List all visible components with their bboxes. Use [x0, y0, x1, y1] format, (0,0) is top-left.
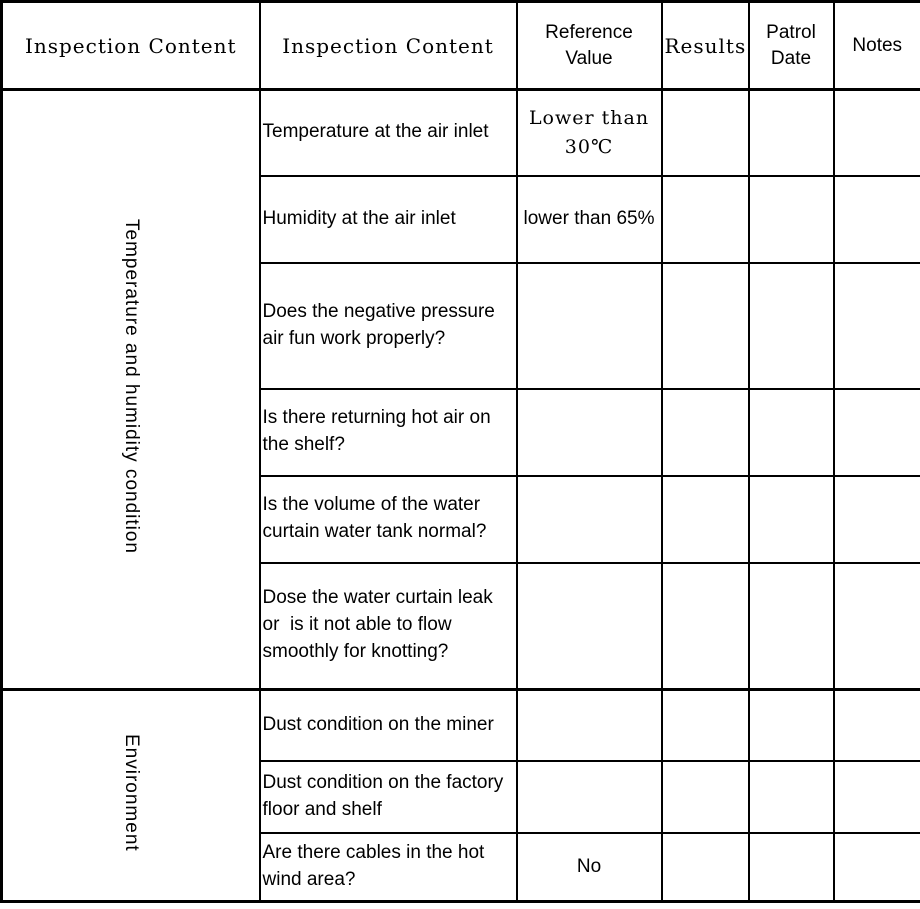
notes-cell	[834, 176, 920, 263]
item-cell: Dose the water curtain leak or is it not able to flow smoothly for knotting?	[260, 563, 517, 690]
item-cell: Are there cables in the hot wind area?	[260, 833, 517, 902]
reference-cell	[517, 563, 662, 690]
header-inspection-content-category: Inspection Content	[2, 2, 260, 90]
patrol-date-cell	[749, 563, 834, 690]
reference-cell	[517, 263, 662, 389]
patrol-date-cell	[749, 176, 834, 263]
header-notes: Notes	[834, 2, 920, 90]
patrol-date-cell	[749, 263, 834, 389]
item-cell: Dust condition on the miner	[260, 690, 517, 761]
item-cell: Temperature at the air inlet	[260, 90, 517, 176]
item-cell: Is the volume of the water curtain water tank normal?	[260, 476, 517, 563]
header-results: Results	[662, 2, 749, 90]
category-label-vertical: Environment	[120, 734, 142, 852]
header-reference-value: Reference Value	[517, 2, 662, 90]
results-cell	[662, 263, 749, 389]
notes-cell	[834, 563, 920, 690]
header-row	[2, 2, 920, 90]
header-patrol-date: Patrol Date	[749, 2, 834, 90]
header-inspection-content-item: Inspection Content	[260, 2, 517, 90]
reference-cell	[517, 389, 662, 476]
reference-cell	[517, 761, 662, 833]
patrol-date-cell	[749, 90, 834, 176]
item-cell: Humidity at the air inlet	[260, 176, 517, 263]
results-cell	[662, 90, 749, 176]
patrol-date-cell	[749, 761, 834, 833]
table-row	[2, 690, 920, 761]
reference-cell: No	[517, 833, 662, 902]
results-cell	[662, 476, 749, 563]
patrol-date-cell	[749, 833, 834, 902]
category-cell-temperature-humidity	[2, 90, 260, 690]
results-cell	[662, 563, 749, 690]
patrol-date-cell	[749, 476, 834, 563]
results-cell	[662, 389, 749, 476]
item-cell: Does the negative pressure air fun work properly?	[260, 263, 517, 389]
notes-cell	[834, 690, 920, 761]
notes-cell	[834, 90, 920, 176]
item-cell: Is there returning hot air on the shelf?	[260, 389, 517, 476]
reference-cell: lower than 65%	[517, 176, 662, 263]
notes-cell	[834, 761, 920, 833]
results-cell	[662, 176, 749, 263]
table-row	[2, 90, 920, 176]
category-cell-environment	[2, 690, 260, 902]
category-label-vertical: Temperature and humidity condition	[120, 219, 142, 555]
reference-cell: Lower than 30℃	[517, 90, 662, 176]
reference-cell	[517, 476, 662, 563]
results-cell	[662, 833, 749, 902]
item-cell: Dust condition on the factory floor and shelf	[260, 761, 517, 833]
results-cell	[662, 690, 749, 761]
patrol-date-cell	[749, 690, 834, 761]
notes-cell	[834, 263, 920, 389]
notes-cell	[834, 833, 920, 902]
notes-cell	[834, 476, 920, 563]
results-cell	[662, 761, 749, 833]
notes-cell	[834, 389, 920, 476]
patrol-date-cell	[749, 389, 834, 476]
reference-cell	[517, 690, 662, 761]
